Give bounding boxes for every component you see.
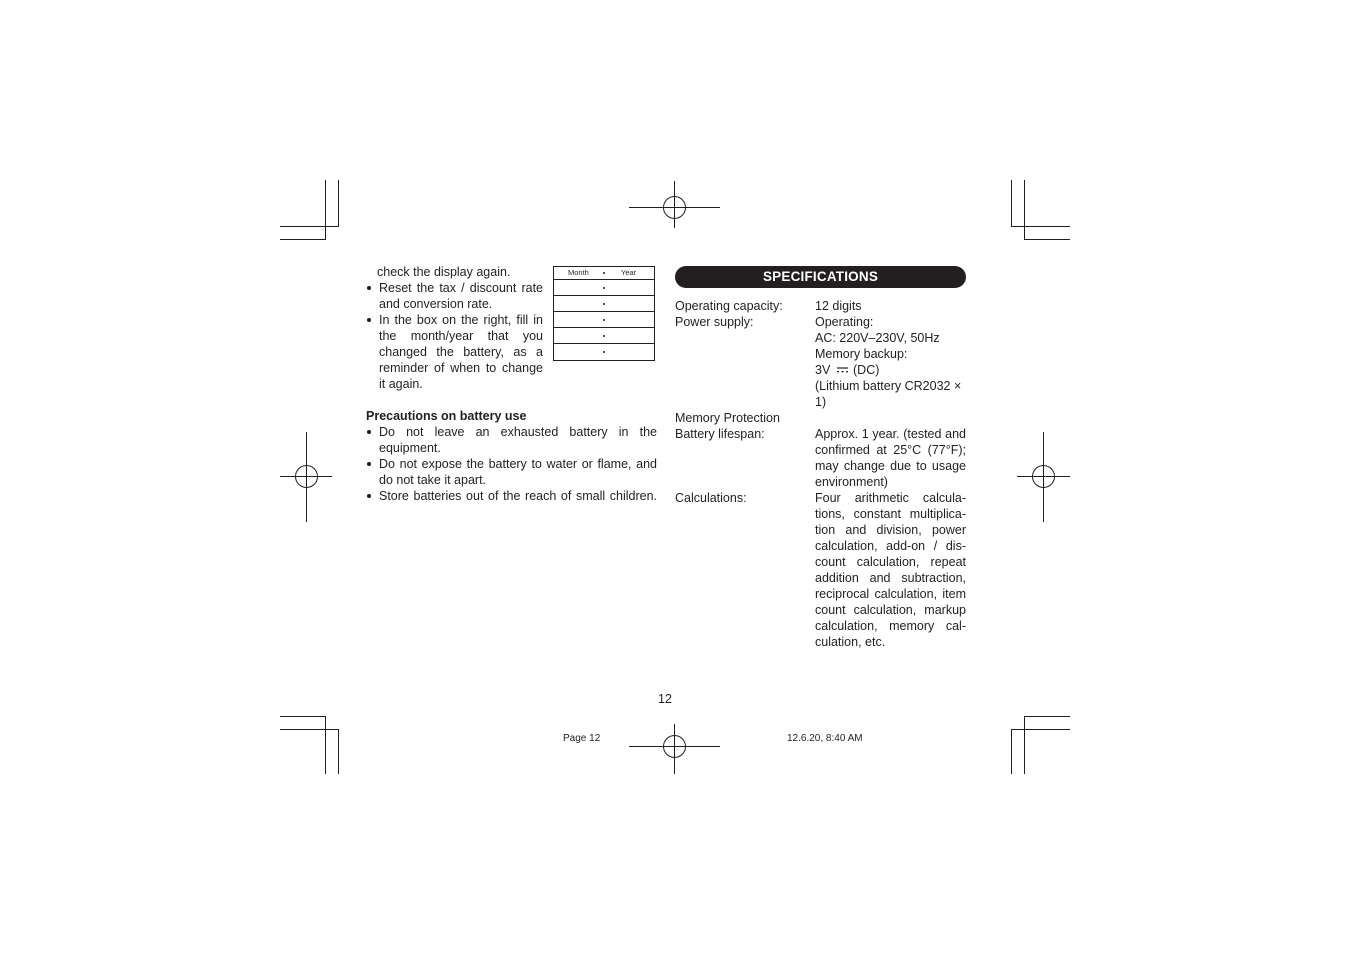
spec-value-battery-line-2: 1) xyxy=(815,395,827,409)
precaution-3-line-1: Store batteries out of the reach of small children. xyxy=(379,489,657,503)
spec-value-calc-line-10: culation, etc. xyxy=(815,635,886,649)
spec-value-calc-line-5: count calculation, repeat xyxy=(815,555,966,569)
separator-dot xyxy=(603,303,605,305)
spec-value-calc-line-8: count calculation, markup xyxy=(815,603,966,617)
month-year-box xyxy=(553,266,655,361)
separator-dot xyxy=(603,272,605,274)
spec-value-calc-line-2: tions, constant multiplica- xyxy=(815,507,966,521)
spec-value-backup-volt: 3V xyxy=(815,363,831,377)
bullet-icon xyxy=(367,494,371,498)
step-fill-line-1: In the box on the right, fill in xyxy=(379,313,543,327)
spec-value-lifespan-line-2: confirmed at 25°C (77°F); xyxy=(815,443,966,457)
spec-value-calc-line-7: reciprocal calculation, item xyxy=(815,587,966,601)
bullet-icon xyxy=(367,318,371,322)
month-year-entry-row xyxy=(554,295,654,311)
spec-value-power-line-2: AC: 220V–230V, 50Hz xyxy=(815,331,940,345)
separator-dot xyxy=(603,351,605,353)
spec-value-calc-line-1: Four arithmetic calcula- xyxy=(815,491,966,505)
spec-label-power-supply: Power supply: xyxy=(675,315,754,329)
bullet-icon xyxy=(367,430,371,434)
dc-symbol-icon xyxy=(837,367,848,373)
step-reset-line-1: Reset the tax / discount rate xyxy=(379,281,543,295)
spec-value-calc-line-9: calculation, memory cal- xyxy=(815,619,966,633)
spec-value-backup-dc: (DC) xyxy=(853,363,880,377)
precautions-heading: Precautions on battery use xyxy=(366,409,527,423)
spec-label-memory-protection: Memory Protection xyxy=(675,411,780,425)
spec-value-calc-line-3: tion and division, power xyxy=(815,523,966,537)
step-fill-line-5: it again. xyxy=(379,377,423,391)
spec-value-battery-line-1: (Lithium battery CR2032 × xyxy=(815,379,962,393)
month-year-entry-row xyxy=(554,279,654,295)
spec-label-operating-capacity: Operating capacity: xyxy=(675,299,783,313)
spec-value-power-line-1: Operating: xyxy=(815,315,874,329)
bullet-icon xyxy=(367,286,371,290)
precaution-1-line-2: equipment. xyxy=(379,441,441,455)
month-year-entry-row xyxy=(554,343,654,360)
spec-label-calculations: Calculations: xyxy=(675,491,747,505)
month-year-entry-row xyxy=(554,327,654,343)
footer-page-label: Page 12 xyxy=(563,733,601,744)
separator-dot xyxy=(603,335,605,337)
spec-value-lifespan-line-4: environment) xyxy=(815,475,888,489)
month-year-entry-row xyxy=(554,311,654,327)
month-label: Month xyxy=(568,268,589,277)
page-number: 12 xyxy=(658,692,672,706)
year-label: Year xyxy=(621,268,637,277)
precaution-2-line-2: do not take it apart. xyxy=(379,473,487,487)
bullet-icon xyxy=(367,462,371,466)
spec-value-lifespan-line-3: may change due to usage xyxy=(815,459,966,473)
spec-value-calc-line-6: addition and subtraction, xyxy=(815,571,966,585)
step-fill-line-2: the month/year that you xyxy=(379,329,543,343)
precaution-1-line-1: Do not leave an exhausted battery in the xyxy=(379,425,657,439)
spec-value-power-line-3: Memory backup: xyxy=(815,347,908,361)
spec-label-battery-lifespan: Battery lifespan: xyxy=(675,427,765,441)
footer-timestamp: 12.6.20, 8:40 AM xyxy=(787,733,863,744)
spec-value-operating-capacity: 12 digits xyxy=(815,299,862,313)
step-fill-line-3: changed the battery, as a xyxy=(379,345,543,359)
precaution-2-line-1: Do not expose the battery to water or flame, and xyxy=(379,457,657,471)
step-fill-line-4: reminder of when to change xyxy=(379,361,543,375)
spec-value-calc-line-4: calculation, add-on / dis- xyxy=(815,539,966,553)
separator-dot xyxy=(603,287,605,289)
spec-value-lifespan-line-1: Approx. 1 year. (tested and xyxy=(815,427,966,441)
separator-dot xyxy=(603,319,605,321)
step-reset-line-2: and conversion rate. xyxy=(379,297,493,311)
specifications-heading: SPECIFICATIONS xyxy=(675,266,966,288)
step-continuation: check the display again. xyxy=(377,265,511,279)
